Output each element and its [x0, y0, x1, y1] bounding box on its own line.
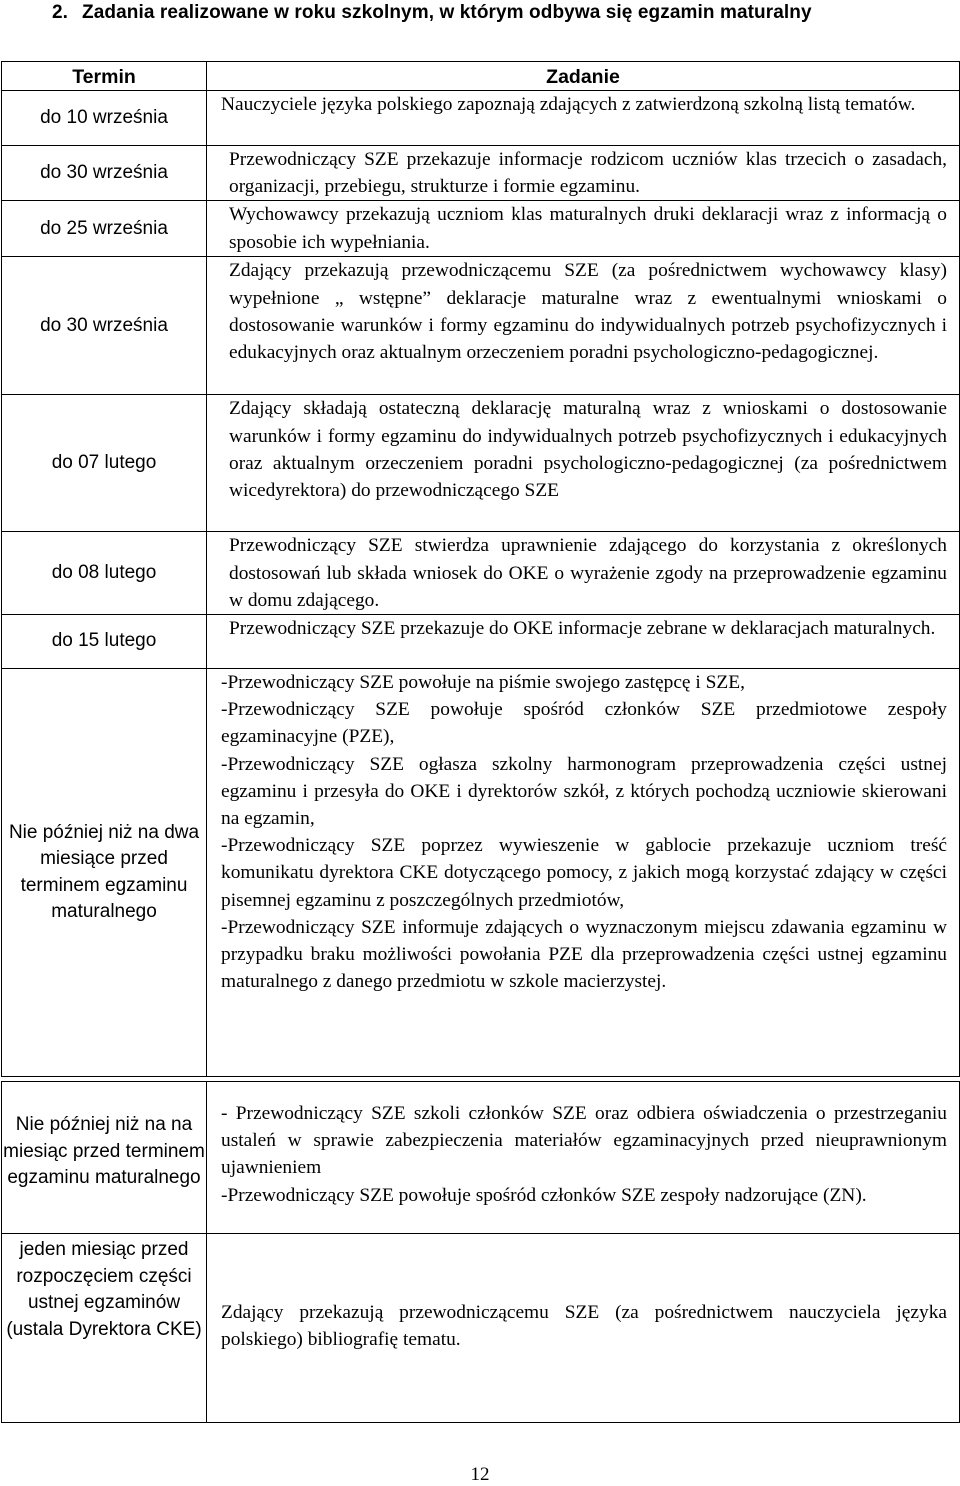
term-cell: Nie później niż na dwa miesiące przed terminem egzaminu maturalnego: [2, 669, 207, 1077]
task-cell: [207, 201, 960, 257]
table-row: [2, 532, 960, 615]
task-cell: [207, 146, 960, 201]
task-text: Przewodniczący SZE przekazuje do OKE informacje zebrane w deklaracjach maturalnych.: [229, 618, 936, 640]
task-item: - Przewodniczący SZE szkoli członków SZE oraz odbiera oświadczenia o przestrzeganiu ustaleń w sprawie zabezpieczenia materiałów egzaminacyjnych przed nieuprawnionym ujawnieniem: [221, 1103, 947, 1179]
schedule-table: [1, 61, 960, 1077]
task-item: -Przewodniczący SZE powołuje spośród członków SZE przedmiotowe zespoły egzaminacyjne (PZE),: [221, 699, 947, 748]
task-item: -Przewodniczący SZE ogłasza szkolny harmonogram przeprowadzenia części ustnej egzaminu i przesyła do OKE i dyrektorów szkół, z których pochodzą uczniowie skierowani na egzamin,: [221, 753, 947, 830]
table-row: [2, 91, 960, 146]
term-cell: do 30 września: [2, 146, 207, 201]
table-row: [2, 669, 960, 1077]
task-item: -Przewodniczący SZE informuje zdających o wyznaczonym miejscu zdawania egzaminu w przypadku braku możliwości powołania PZE dla przeprowadzenia części ustnej egzaminu maturalnego z danego przedmiotu w szkole macierzystej.: [221, 916, 947, 993]
table-row: [2, 615, 960, 669]
task-cell: [207, 1234, 960, 1423]
task-text: Przewodniczący SZE stwierdza uprawnienie zdającego do korzystania z określonych dostosowań lub składa wniosek do OKE o wyrażenie zgody na przeprowadzenie egzaminu w domu zdającego.: [229, 535, 947, 611]
task-item: Zdający przekazują przewodniczącemu SZE (za pośrednictwem nauczyciela języka polskiego) bibliografię tematu.: [221, 1302, 947, 1351]
table-header-row: [2, 62, 960, 91]
term-cell: do 08 lutego: [2, 532, 207, 615]
task-cell: [207, 615, 960, 669]
table-row: [2, 395, 960, 532]
task-text: Przewodniczący SZE przekazuje informacje rodzicom uczniów klas trzecich o zasadach, organizacji, przebiegu, strukturze i formie egzaminu.: [229, 149, 947, 198]
task-cell: [207, 1082, 960, 1234]
task-text: Wychowawcy przekazują uczniom klas maturalnych druki deklaracji wraz z informacją o sposobie ich wypełniania.: [229, 204, 947, 253]
table-row: [2, 146, 960, 201]
task-cell: [207, 395, 960, 532]
term-cell: do 10 września: [2, 91, 207, 146]
schedule-table-continued: [1, 1081, 960, 1423]
term-column-header: Termin: [2, 62, 207, 91]
task-item: -Przewodniczący SZE poprzez wywieszenie w gablocie przekazuje uczniom treść komunikatu dyrektora CKE dotyczącego pomocy, z jakich mogą korzystać zdający w części pisemnej egzaminu z poszczególnych przedmiotów,: [221, 835, 947, 911]
term-cell: Nie później niż na na miesiąc przed terminem egzaminu maturalnego: [2, 1082, 207, 1234]
task-cell: [207, 91, 960, 146]
task-text: Zdający przekazują przewodniczącemu SZE (za pośrednictwem wychowawcy klasy) wypełnione „ wstępne” deklaracje maturalne wraz z ewentualnymi wnioskami o dostosowanie warunków i formy egzaminu do indywidualnych potrzeb psychofizycznych i edukacyjnych oraz aktualnym orzeczeniem poradni psychologiczno-pedagogicznej.: [229, 260, 947, 364]
term-cell: jeden miesiąc przed rozpoczęciem części ustnej egzaminów (ustala Dyrektora CKE): [2, 1234, 207, 1423]
term-cell: do 15 lutego: [2, 615, 207, 669]
task-text: Zdający składają ostateczną deklarację maturalną wraz z wnioskami o dostosowanie warunków i formy egzaminu do indywidualnych potrzeb psychofizycznych i edukacyjnych oraz aktualnym orzeczeniem poradni psychologiczno-pedagogicznej (za pośrednictwem wicedyrektora) do przewodniczącego SZE: [229, 398, 947, 502]
task-item: -Przewodniczący SZE powołuje spośród członków SZE zespoły nadzorujące (ZN).: [221, 1184, 867, 1206]
section-number: 2.: [52, 2, 69, 23]
task-column-header: Zadanie: [207, 62, 960, 91]
section-title: Zadania realizowane w roku szkolnym, w którym odbywa się egzamin maturalny: [82, 2, 812, 23]
term-cell: do 30 września: [2, 257, 207, 395]
task-cell: [207, 532, 960, 615]
term-cell: do 07 lutego: [2, 395, 207, 532]
task-text: Nauczyciele języka polskiego zapoznają zdających z zatwierdzoną szkolną listą tematów.: [221, 94, 916, 115]
task-item: -Przewodniczący SZE powołuje na piśmie swojego zastępcę i SZE,: [221, 672, 745, 694]
table-row: [2, 257, 960, 395]
table-row: [2, 1234, 960, 1423]
table-row: [2, 201, 960, 257]
task-cell: [207, 257, 960, 395]
page-number: 12: [470, 1464, 490, 1485]
term-cell: do 25 września: [2, 201, 207, 257]
table-row: [2, 1082, 960, 1234]
section-heading: [52, 2, 812, 24]
task-cell: [207, 669, 960, 1077]
